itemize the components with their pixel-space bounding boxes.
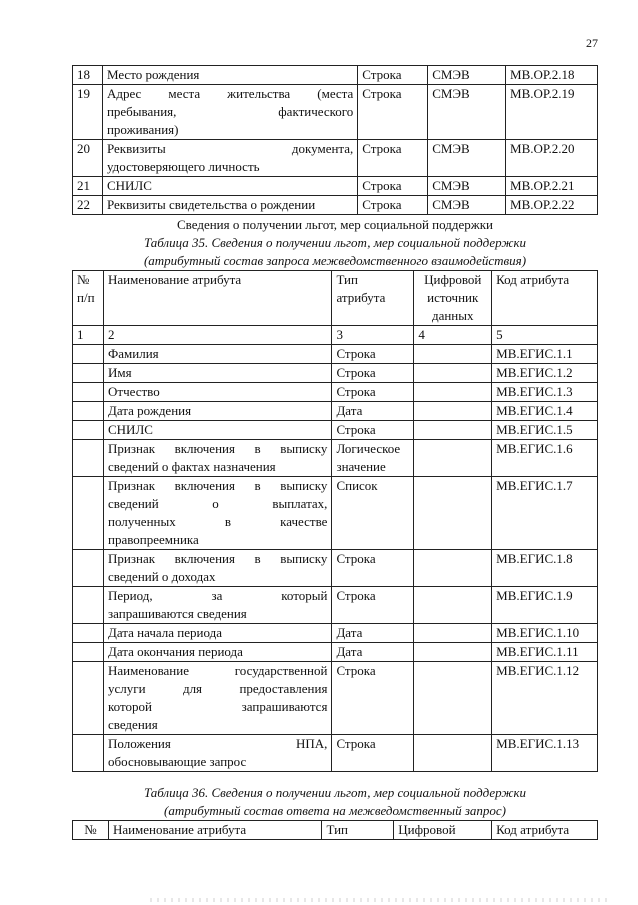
text-line: обосновывающие запрос: [108, 754, 247, 769]
attribute-type: Строка: [358, 66, 428, 85]
header-source: Цифровой: [394, 821, 492, 840]
attribute-name: [104, 402, 332, 421]
table-row: [73, 643, 598, 662]
table36-response-attributes: [72, 820, 598, 840]
data-source: [414, 345, 492, 364]
text-line: Признак включения в выписку: [108, 478, 328, 493]
table-row: [73, 85, 598, 140]
row-number: [73, 440, 104, 477]
text-line: Признак включения в выписку: [108, 441, 328, 456]
header-num: №: [73, 821, 109, 840]
attribute-type: [332, 383, 414, 402]
header-code: Код атрибута: [492, 821, 598, 840]
attribute-type: [332, 735, 414, 772]
attribute-name: [102, 66, 357, 85]
header-code: Код атрибута: [492, 271, 598, 326]
row-number: [73, 402, 104, 421]
text-line: удостоверяющего личность: [106, 159, 260, 174]
text-line: Фамилия: [108, 346, 159, 361]
text-line: Логическое: [336, 441, 401, 456]
attribute-code: МВ.ЕГИС.1.9: [492, 587, 598, 624]
text-line: Реквизиты документа,: [106, 141, 354, 156]
data-source: СМЭВ: [428, 85, 506, 140]
text-line: Строка: [336, 588, 376, 603]
attribute-name: [104, 383, 332, 402]
attribute-name: [104, 550, 332, 587]
text-line: услуги для предоставления: [108, 681, 328, 696]
attribute-type: Строка: [358, 140, 428, 177]
data-source: [414, 402, 492, 421]
table36-caption-line2: (атрибутный состав ответа на межведомственный запрос): [163, 803, 507, 818]
attribute-name: [104, 735, 332, 772]
row-number: 20: [73, 140, 103, 177]
data-source: [414, 624, 492, 643]
attribute-type: [332, 643, 414, 662]
attribute-code: МВ.ЕГИС.1.11: [492, 643, 598, 662]
page-number: 27: [586, 36, 598, 50]
column-index: 5: [492, 326, 598, 345]
text-line: Строка: [336, 365, 376, 380]
attribute-name: [104, 477, 332, 550]
data-source: [414, 550, 492, 587]
column-index-row: [73, 326, 598, 345]
attribute-type: Строка: [358, 177, 428, 196]
attribute-type: [332, 345, 414, 364]
row-number: 19: [73, 85, 103, 140]
text-line: Дата: [336, 644, 363, 659]
attribute-code: МВ.ЕГИС.1.6: [492, 440, 598, 477]
attribute-name: [102, 140, 357, 177]
table35-request-attributes: [72, 270, 598, 772]
data-source: [414, 421, 492, 440]
text-line: Строка: [336, 384, 376, 399]
table-row: [73, 383, 598, 402]
text-line: Строка: [336, 346, 376, 361]
text-line: Строка: [336, 736, 376, 751]
table-row: [73, 66, 598, 85]
data-source: СМЭВ: [428, 66, 506, 85]
attribute-code: МВ.ЕГИС.1.8: [492, 550, 598, 587]
attribute-name: [104, 345, 332, 364]
header-name: Наименование атрибута: [108, 821, 322, 840]
section-heading: Сведения о получении льгот, мер социальной поддержки: [177, 217, 493, 232]
attribute-code: МВ.ЕГИС.1.3: [492, 383, 598, 402]
attribute-type: Строка: [358, 196, 428, 215]
text-line: Наименование государственной: [108, 663, 328, 678]
row-number: [73, 550, 104, 587]
attribute-code: МВ.ОР.2.22: [506, 196, 598, 215]
text-line: Адрес места жительства (места: [106, 86, 354, 101]
text-line: Отчество: [108, 384, 160, 399]
attribute-name: [104, 643, 332, 662]
table-row: [73, 587, 598, 624]
text-line: Период, за который: [108, 588, 328, 603]
row-number: 21: [73, 177, 103, 196]
data-source: [414, 662, 492, 735]
attribute-type: Строка: [358, 85, 428, 140]
text-line: Реквизиты свидетельства о рождении: [106, 197, 316, 212]
text-line: сведений о выплатах,: [108, 496, 328, 511]
attribute-name: [104, 587, 332, 624]
data-source: [414, 587, 492, 624]
attribute-type: [332, 421, 414, 440]
data-source: [414, 643, 492, 662]
row-number: 18: [73, 66, 103, 85]
text-line: сведения: [108, 717, 158, 732]
text-line: Дата начала периода: [108, 625, 222, 640]
top-attributes-table: [72, 65, 598, 215]
attribute-type: [332, 364, 414, 383]
table-row: [73, 662, 598, 735]
attribute-code: МВ.ЕГИС.1.5: [492, 421, 598, 440]
text-line: Дата: [336, 403, 363, 418]
attribute-code: МВ.ОР.2.20: [506, 140, 598, 177]
table-row: [73, 735, 598, 772]
text-line: Строка: [336, 663, 376, 678]
attribute-name: [104, 440, 332, 477]
table-row: [73, 364, 598, 383]
column-index: 3: [332, 326, 414, 345]
table-row: [73, 402, 598, 421]
data-source: СМЭВ: [428, 177, 506, 196]
text-line: Дата: [336, 625, 363, 640]
data-source: [414, 383, 492, 402]
attribute-code: МВ.ЕГИС.1.7: [492, 477, 598, 550]
attribute-code: МВ.ЕГИС.1.2: [492, 364, 598, 383]
attribute-name: [102, 177, 357, 196]
attribute-code: МВ.ОР.2.18: [506, 66, 598, 85]
header-source: Цифровой источник данных: [414, 271, 492, 326]
attribute-code: МВ.ЕГИС.1.1: [492, 345, 598, 364]
table-row: [73, 477, 598, 550]
row-number: [73, 735, 104, 772]
text-line: сведений о фактах назначения: [108, 459, 276, 474]
table-row: [73, 196, 598, 215]
attribute-type: [332, 662, 414, 735]
row-number: [73, 477, 104, 550]
table-row: [73, 421, 598, 440]
data-source: СМЭВ: [428, 196, 506, 215]
text-line: которой запрашиваются: [108, 699, 328, 714]
text-line: Признак включения в выписку: [108, 551, 328, 566]
attribute-code: МВ.ЕГИС.1.4: [492, 402, 598, 421]
text-line: правопреемника: [108, 532, 199, 547]
attribute-code: МВ.ОР.2.21: [506, 177, 598, 196]
text-line: Место рождения: [106, 67, 200, 82]
text-line: СНИЛС: [108, 422, 153, 437]
text-line: сведений о доходах: [108, 569, 216, 584]
attribute-code: МВ.ОР.2.19: [506, 85, 598, 140]
column-index: 4: [414, 326, 492, 345]
column-index: 1: [73, 326, 104, 345]
column-index: 2: [104, 326, 332, 345]
table-row: [73, 550, 598, 587]
row-number: [73, 364, 104, 383]
attribute-code: МВ.ЕГИС.1.13: [492, 735, 598, 772]
table-row: [73, 440, 598, 477]
table35-header-row: [73, 271, 598, 326]
table-row: [73, 140, 598, 177]
row-number: 22: [73, 196, 103, 215]
row-number: [73, 643, 104, 662]
attribute-type: [332, 624, 414, 643]
row-number: [73, 345, 104, 364]
header-name: Наименование атрибута: [104, 271, 332, 326]
attribute-code: МВ.ЕГИС.1.10: [492, 624, 598, 643]
scan-artifact: [150, 898, 610, 902]
text-line: Дата окончания периода: [108, 644, 243, 659]
row-number: [73, 383, 104, 402]
table35-caption-line1: Таблица 35. Сведения о получении льгот, мер социальной поддержки: [143, 235, 527, 250]
header-num: № п/п: [73, 271, 104, 326]
text-line: Имя: [108, 365, 132, 380]
text-line: проживания): [106, 122, 179, 137]
table36-header-row: [73, 821, 598, 840]
attribute-name: [104, 662, 332, 735]
attribute-type: [332, 440, 414, 477]
row-number: [73, 624, 104, 643]
data-source: [414, 440, 492, 477]
attribute-type: [332, 550, 414, 587]
attribute-name: [104, 364, 332, 383]
text-line: СНИЛС: [106, 178, 152, 193]
header-type: Тип атрибута: [332, 271, 414, 326]
data-source: [414, 477, 492, 550]
attribute-type: [332, 402, 414, 421]
attribute-code: МВ.ЕГИС.1.12: [492, 662, 598, 735]
attribute-name: [102, 85, 357, 140]
data-source: [414, 735, 492, 772]
data-source: СМЭВ: [428, 140, 506, 177]
data-source: [414, 364, 492, 383]
attribute-type: [332, 477, 414, 550]
attribute-type: [332, 587, 414, 624]
attribute-name: [104, 421, 332, 440]
header-type: Тип: [322, 821, 394, 840]
text-line: Строка: [336, 551, 376, 566]
table36-caption-line1: Таблица 36. Сведения о получении льгот, мер социальной поддержки: [143, 785, 527, 800]
row-number: [73, 662, 104, 735]
text-line: Список: [336, 478, 378, 493]
text-line: полученных в качестве: [108, 514, 328, 529]
text-line: значение: [336, 459, 386, 474]
text-line: Положения НПА,: [108, 736, 328, 751]
text-line: пребывания, фактического: [106, 104, 354, 119]
row-number: [73, 421, 104, 440]
text-line: Дата рождения: [108, 403, 192, 418]
text-line: запрашиваются сведения: [108, 606, 247, 621]
row-number: [73, 587, 104, 624]
table35-caption-line2: (атрибутный состав запроса межведомственного взаимодействия): [143, 253, 527, 268]
attribute-name: [102, 196, 357, 215]
table-row: [73, 177, 598, 196]
text-line: Строка: [336, 422, 376, 437]
table-row: [73, 345, 598, 364]
attribute-name: [104, 624, 332, 643]
table-row: [73, 624, 598, 643]
